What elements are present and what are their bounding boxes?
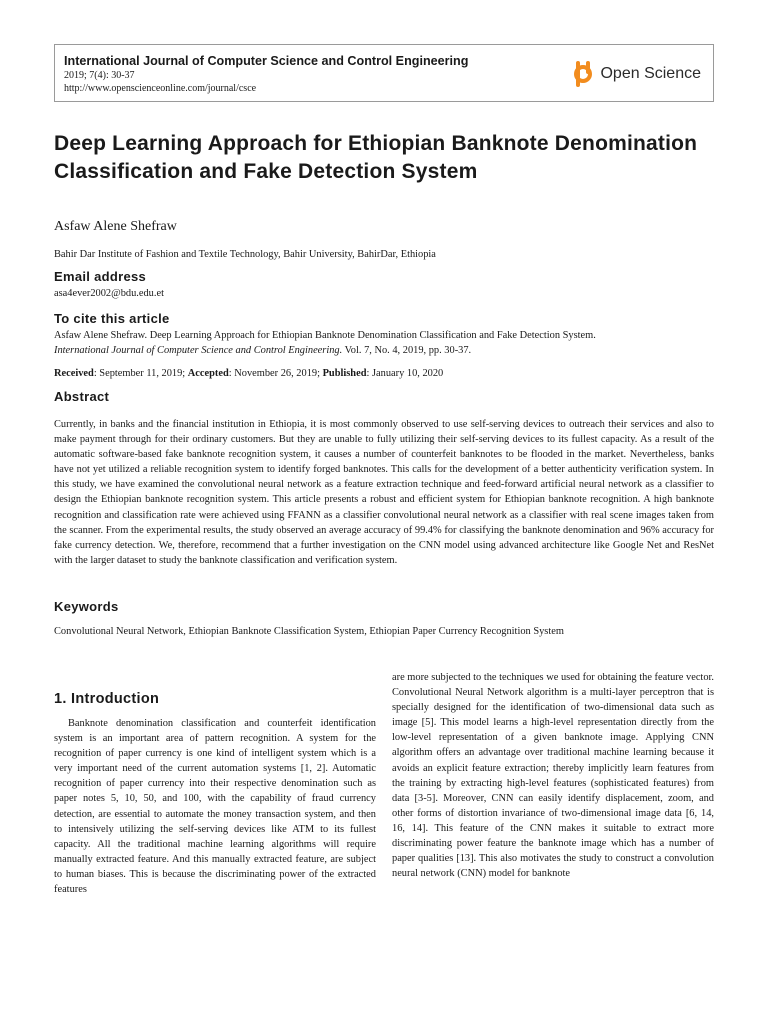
abstract-heading: Abstract bbox=[54, 389, 110, 404]
received-date: : September 11, 2019; bbox=[93, 368, 188, 379]
email-address[interactable]: asa4ever2002@bdu.edu.et bbox=[54, 288, 164, 299]
volume-info: 2019; 7(4): 30-37 bbox=[64, 70, 135, 81]
received-label: Received bbox=[54, 368, 94, 379]
journal-title: International Journal of Computer Science and Control Engineering bbox=[64, 54, 469, 68]
accepted-label: Accepted bbox=[187, 368, 229, 379]
publisher-name: Open Science bbox=[600, 65, 701, 82]
introduction-right-column: are more subjected to the techniques we used for obtaining the feature vector. Convolutional Neural Network algorithm is a multi-layer perceptron that is specially designed for the identification of two-dimensional data such as image [5]. This model learns a high-level representation directly from the low-level representation of a given banknote image. Applying CNN algorithm offers an advantage over traditional machine learning because it avoids an explicit feature extraction; thereby implicitly learn features from the training by extracting high-level features (sophisticated features) from data [3-5]. Moreover, CNN can easily identify displacement, zoom, and other forms of distortion invariance of two-dimensional image data [6, 14, 16, 14]. This feature of the CNN makes it suitable to extract more discriminating power feature the banknote image which has a number of paper qualities [13]. This also motivates the study to construct a convolution neural network (CNN) model for banknote bbox=[392, 672, 714, 880]
paper-title: Deep Learning Approach for Ethiopian Banknote Denomination Classification and Fake Detection System bbox=[54, 132, 698, 183]
citation-line: Asfaw Alene Shefraw. Deep Learning Approach for Ethiopian Banknote Denomination Classification and Fake Detection System. bbox=[54, 330, 596, 341]
published-label: Published bbox=[322, 368, 367, 379]
keywords-heading: Keywords bbox=[54, 599, 119, 614]
citation-journal-line bbox=[54, 345, 714, 356]
accepted-date: : November 26, 2019; bbox=[228, 368, 323, 379]
citation-details: Vol. 7, No. 4, 2019, pp. 30-37. bbox=[342, 345, 472, 356]
journal-url[interactable]: http://www.openscienceonline.com/journal/csce bbox=[64, 83, 257, 94]
citation-journal: International Journal of Computer Science and Control Engineering. bbox=[54, 345, 343, 356]
author-name: Asfaw Alene Shefraw bbox=[54, 219, 177, 234]
publication-dates bbox=[54, 368, 714, 379]
citation-heading: To cite this article bbox=[54, 311, 170, 326]
email-heading: Email address bbox=[54, 269, 147, 284]
journal-header bbox=[54, 44, 714, 102]
introduction-heading: 1. Introduction bbox=[54, 691, 160, 707]
publisher-logo bbox=[572, 60, 701, 88]
author-affiliation: Bahir Dar Institute of Fashion and Textile Technology, Bahir University, BahirDar, Ethiopia bbox=[54, 249, 436, 260]
open-science-logo-icon bbox=[572, 61, 594, 87]
published-date: : January 10, 2020 bbox=[366, 368, 444, 379]
abstract-text: Currently, in banks and the financial institution in Ethiopia, it is most commonly observed to use self-serving devices to outreach their services and also to make payment through for their ordinary customers. But they are unable to fully utilizing their self-serving devices to its fullest capacity. As a result of the automatic software-based fake banknote recognition system, it causes a number of counterfeit banknotes to be flooded in the market. Nevertheless, banks have not yet utilized a reliable recognition system to identify forged banknotes. This calls for the development of a better authenticity verification system. In this study, we have examined the convolutional neural network as a feature extraction technique and feed-forward artificial neural network as a classifier to design the Ethiopian banknote recognition system. This article presents a robust and efficient system for Ethiopian banknote recognition. A high banknote recognition and classification rate were achieved using FFANN as a classifier convolutional neural network as a classifier with real scene images taken from the scanner. From the experimental results, the study observed an average accuracy of 99.4% for classifying the banknote denomination and 96% accuracy for fake currency detection. We, therefore, recommend that a further investigation on the CNN model using advanced architecture like Google Net and ResNet with the larger dataset to study the banknote classification and verification system. bbox=[54, 419, 714, 566]
keywords-text: Convolutional Neural Network, Ethiopian Banknote Classification System, Ethiopian Paper Currency Recognition System bbox=[54, 626, 564, 637]
introduction-left-column: Banknote denomination classification and counterfeit identification system is an important area of pattern recognition. A system for the recognition of paper currency is one kind of intelligent system which is a very important need of the current automation systems [1, 2]. Automatic recognition of paper currency into their respective denomination such as paper notes 5, 10, 50, and 100, with the capability of fraud currency detection, are essential to automate the money transaction system, and then to intensively utilizing the self-serving devices like ATM to its fullest capacity. All the traditional machine learning algorithms will require manually extracted feature. And this manually extracted feature, are subject to human biases. This is because the discriminating power of the extracted features bbox=[54, 718, 376, 896]
